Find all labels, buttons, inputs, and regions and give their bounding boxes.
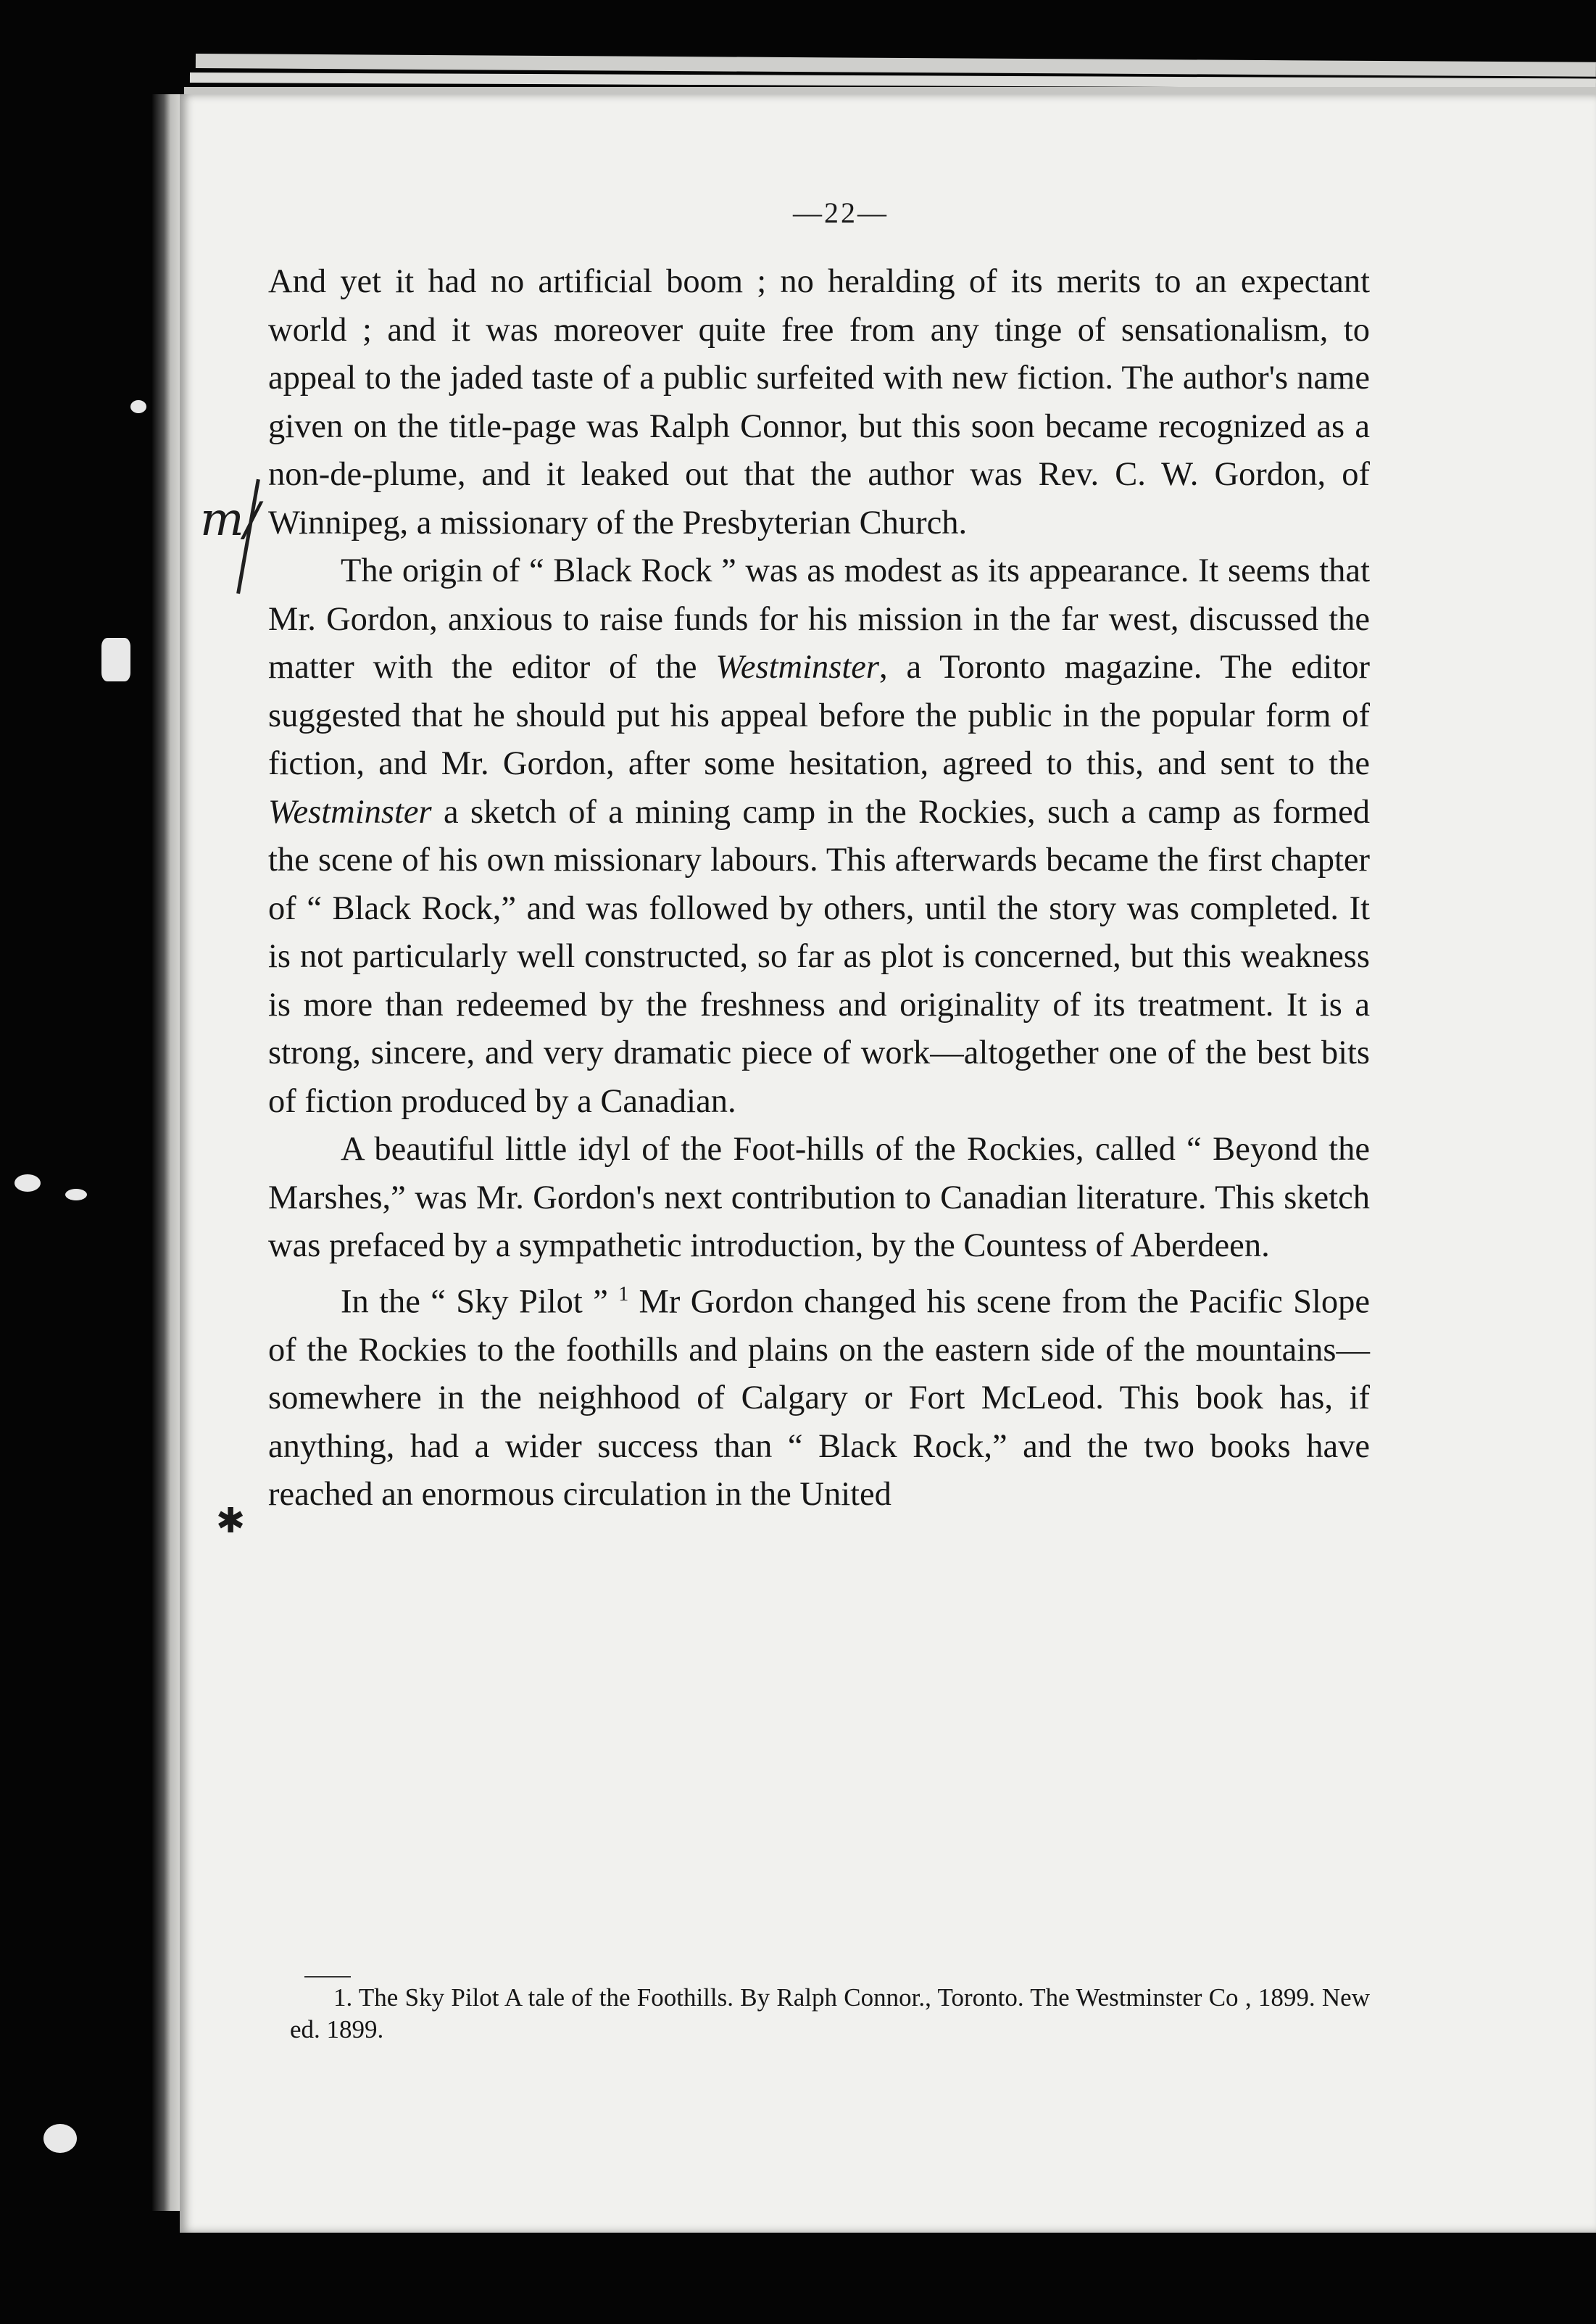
text-segment: The origin of “ Black Rock ” was as modest as its appearance. It seems that Mr. Gordon, anxious to raise funds for his mission in the far west, discussed the matter with the editor of the xyxy=(268,552,1370,686)
scan-speck xyxy=(130,400,146,413)
magazine-title: Westminster xyxy=(715,649,880,686)
margin-mark-icon: ✱ xyxy=(216,1502,246,1540)
magazine-title: Westminster xyxy=(268,793,432,831)
paragraph: A beautiful little idyl of the Foot-hills of the Rockies, called “ Beyond the Marshes,” was Mr. Gordon's next contribution to Canadian literature. This sketch was prefaced by a sympathetic introduction, by the Countess of Aberdeen. xyxy=(268,1131,1370,1264)
footnote: 1. The Sky Pilot A tale of the Foothills. By Ralph Connor., Toronto. The Westminster Co , 1899. New ed. 1899. xyxy=(290,1983,1370,2043)
text-segment: Mr Gordon changed his scene from the Pacific Slope of the Rockies to the foothills and plains on the eastern side of the mountains—somewhere in the neighhood of Calgary or Fort McLeod. This book has, if anything, had a wider success than “ Black Rock,” and the two books have reached an enormous circulation in the United xyxy=(268,1283,1370,1513)
text-segment: In the “ Sky Pilot ” xyxy=(341,1283,619,1320)
scan-speck xyxy=(65,1189,87,1200)
body-text xyxy=(268,258,1370,1519)
footnote-divider xyxy=(304,1976,351,1978)
paragraph xyxy=(268,1271,1370,1519)
text-segment: a sketch of a mining camp in the Rockies, such a camp as formed the scene of his own missionary labours. This afterwards became the first chapter of “ Black Rock,” and was followed by others, until the story was completed. It is not particularly well constructed, so far as plot is concerned, but this weakness is more than redeemed by the freshness and originality of its treatment. It is a strong, sincere, and very dramatic piece of work—altogether one of the best bits of fiction produced by a Canadian. xyxy=(268,793,1370,1120)
paragraph: And yet it had no artificial boom ; no heralding of its merits to an expectant world ; and it was moreover quite free from any tinge of sensationalism, to appeal to the jaded taste of a public surfeited with new fiction. The author's name given on the title-page was Ralph Connor, but this soon became recognized as a non-de-plume, and it leaked out that the author was Rev. C. W. Gordon, of Winnipeg, a missionary of the Presbyterian Church. xyxy=(268,263,1370,541)
text-segment: , a Toronto magazine. The editor suggested that he should put his appeal before the public in the popular form of fiction, and Mr. Gordon, after some hesitation, agreed to this, and sent to the xyxy=(268,649,1370,782)
scan-speck xyxy=(14,1174,41,1192)
handwritten-margin-note: m/ xyxy=(200,493,260,547)
paragraph xyxy=(268,547,1370,1126)
scan-speck xyxy=(101,638,130,681)
footnotes xyxy=(290,1982,1370,2046)
page-number: —22— xyxy=(793,196,889,229)
footnote-reference: 1 xyxy=(618,1282,629,1306)
scan-speck xyxy=(43,2124,77,2153)
